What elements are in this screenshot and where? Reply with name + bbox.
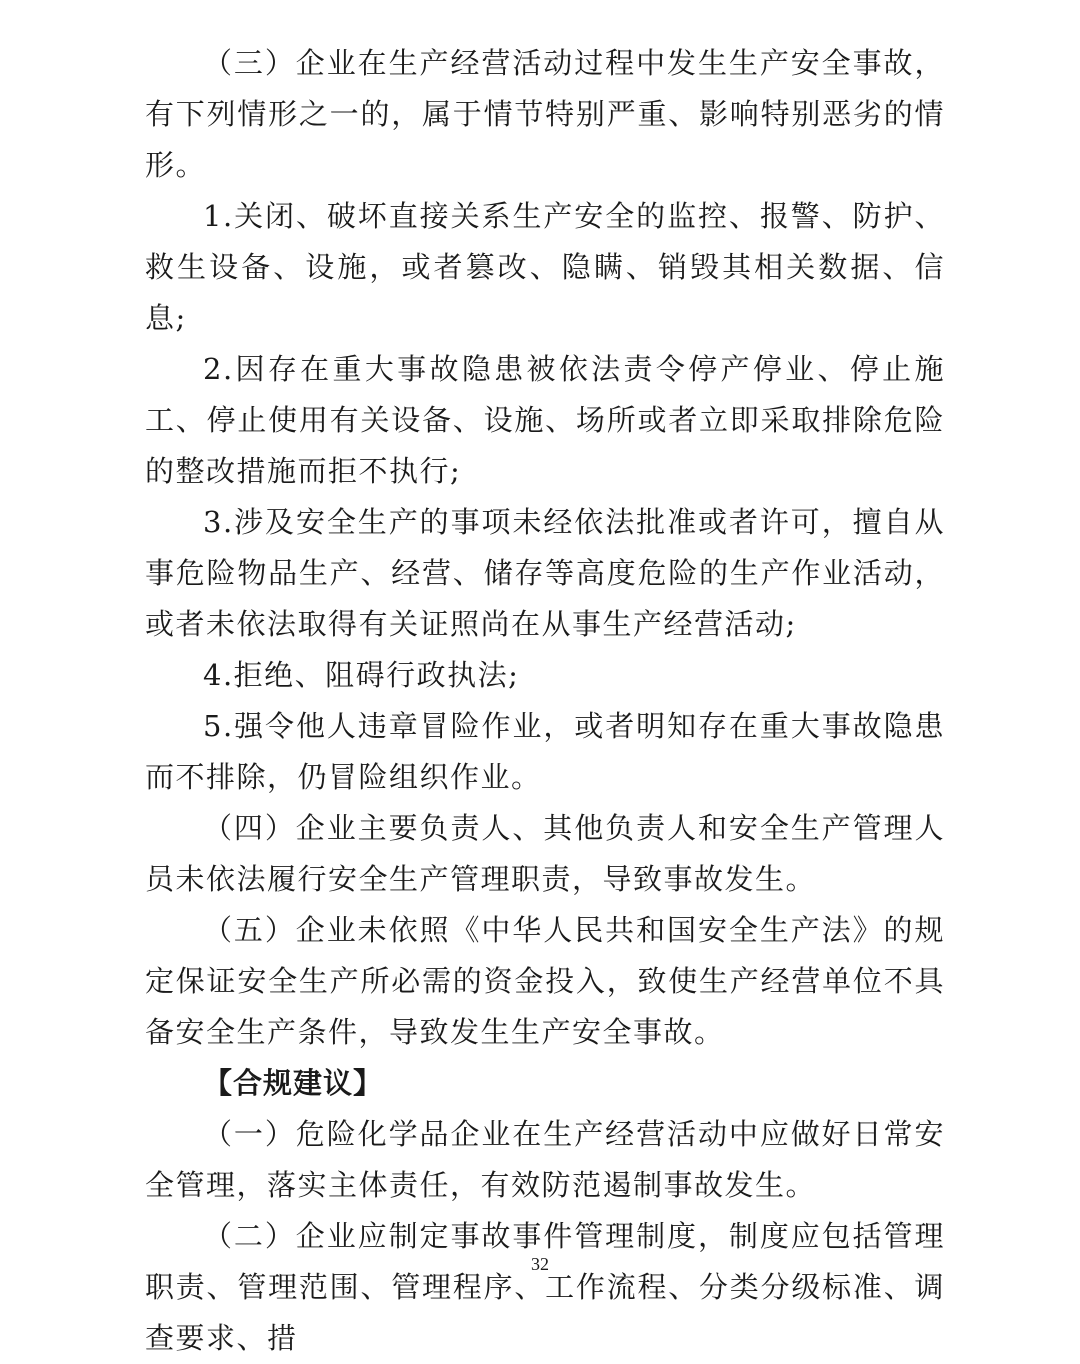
section-heading: 【合规建议】	[203, 1066, 384, 1100]
paragraph-case-four: （四）企业主要负责人、其他负责人和安全生产管理人员未依法履行安全生产管理职责，导致事故发生。	[145, 811, 945, 896]
paragraph-item-4: 4.拒绝、阻碍行政执法;	[203, 658, 520, 692]
paragraph-item-5: 5.强令他人违章冒险作业，或者明知存在重大事故隐患而不排除，仍冒险组织作业。	[145, 709, 945, 794]
paragraph-item-2: 2.因存在重大事故隐患被依法责令停产停业、停止施工、停止使用有关设备、设施、场所或者立即采取排除危险的整改措施而拒不执行;	[145, 352, 945, 488]
paragraph-case-five: （五）企业未依照《中华人民共和国安全生产法》的规定保证安全生产所必需的资金投入，致使生产经营单位不具备安全生产条件，导致发生生产安全事故。	[145, 913, 945, 1049]
paragraph-advice-one: （一）危险化学品企业在生产经营活动中应做好日常安全管理，落实主体责任，有效防范遏制事故发生。	[145, 1117, 945, 1202]
page-number: 32	[531, 1254, 549, 1274]
paragraph-case-three: （三）企业在生产经营活动过程中发生生产安全事故，有下列情形之一的，属于情节特别严重、影响特别恶劣的情形。	[145, 46, 945, 182]
paragraph-item-3: 3.涉及安全生产的事项未经依法批准或者许可，擅自从事危险物品生产、经营、储存等高度危险的生产作业活动，或者未依法取得有关证照尚在从事生产经营活动;	[145, 505, 945, 641]
body-text	[145, 38, 945, 1364]
paragraph-advice-two: （二）企业应制定事故事件管理制度，制度应包括管理职责、管理范围、管理程序、工作流程、分类分级标准、调查要求、措	[145, 1219, 945, 1355]
paragraph-item-1: 1.关闭、破坏直接关系生产安全的监控、报警、防护、救生设备、设施，或者篡改、隐瞒、销毁其相关数据、信息;	[145, 199, 945, 335]
